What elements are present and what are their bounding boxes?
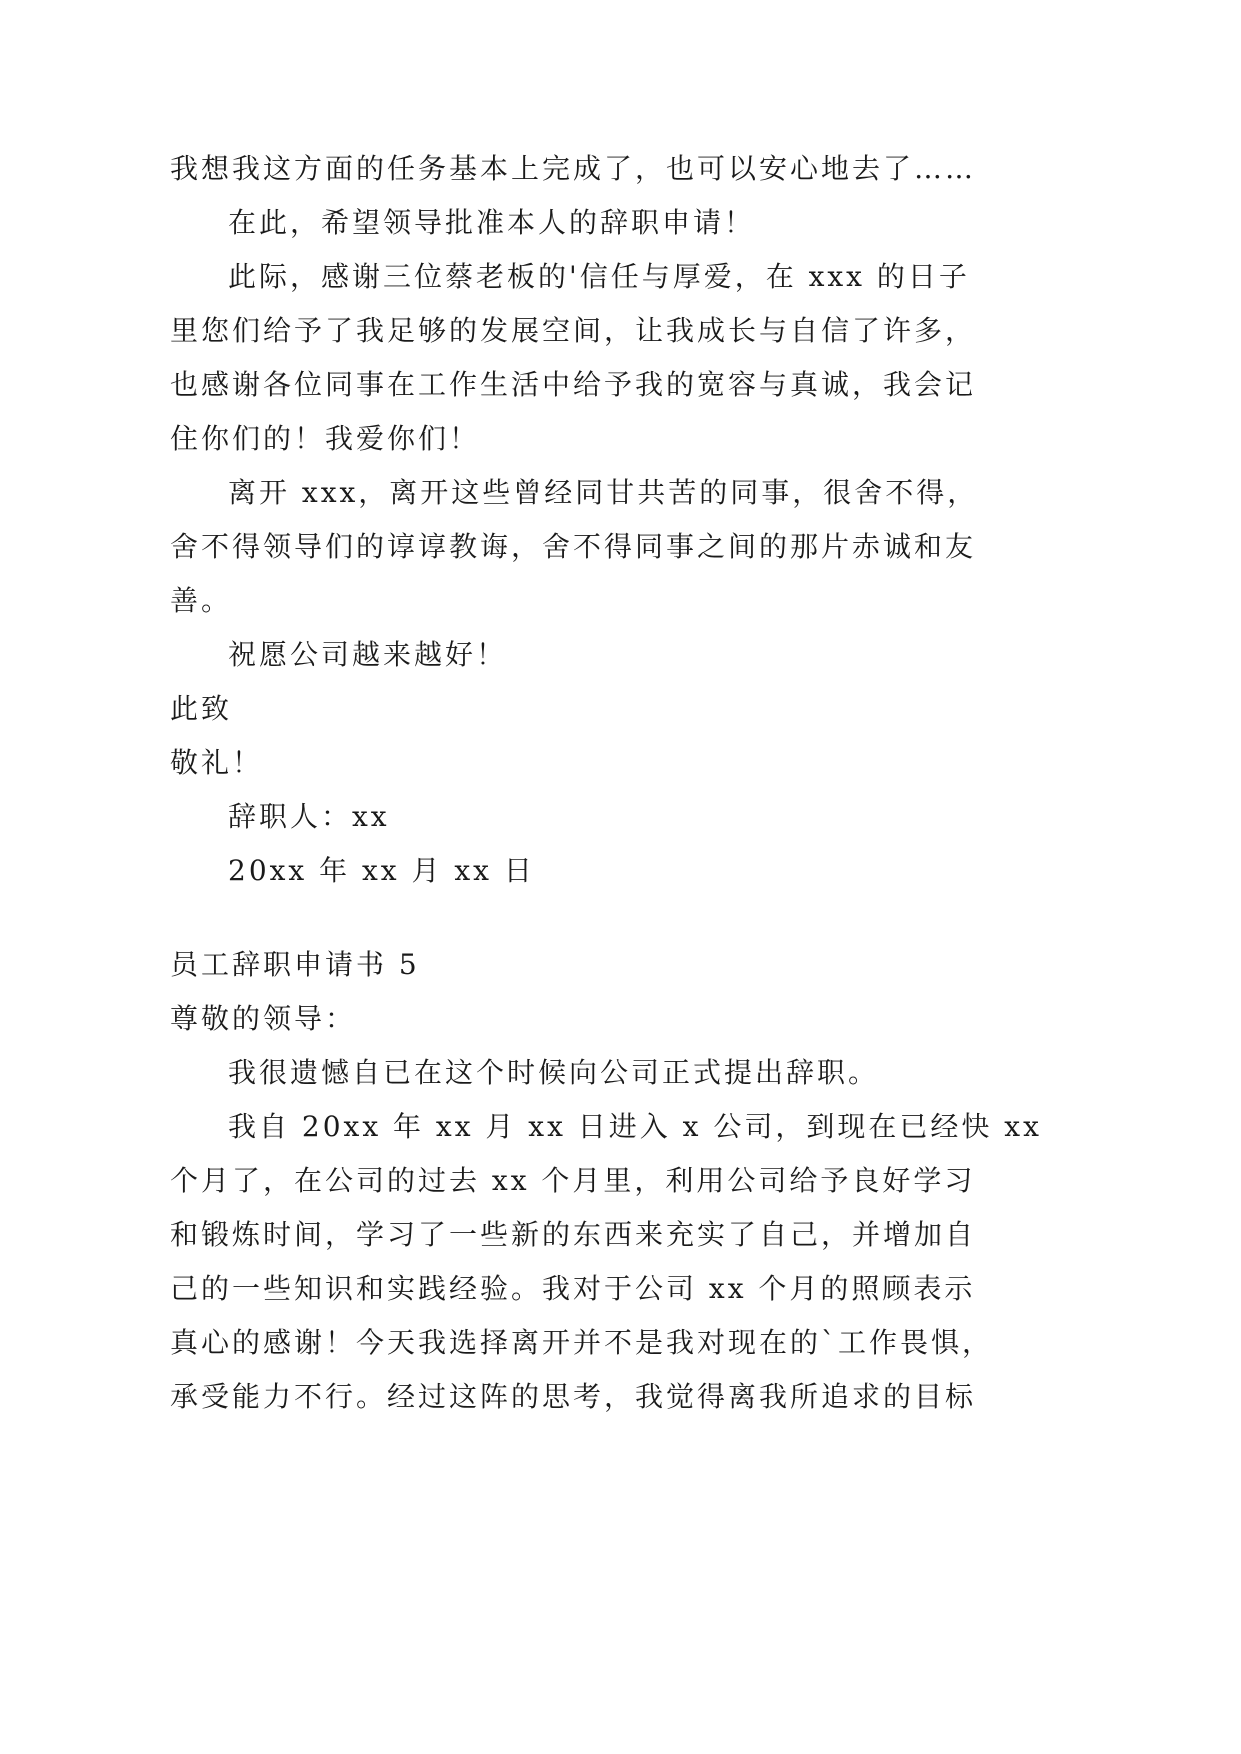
body-line: 己的一些知识和实践经验。我对于公司 xx 个月的照顾表示	[170, 1272, 976, 1305]
body-line: 里您们给予了我足够的发展空间，让我成长与自信了许多，	[170, 314, 977, 347]
body-line: 我很遗憾自已在这个时候向公司正式提出辞职。	[228, 1056, 880, 1089]
salutation-line: 此致	[170, 692, 233, 725]
body-line: 此际，感谢三位蔡老板的'信任与厚爱，在 xxx 的日子	[228, 260, 970, 293]
signature-name: 辞职人：xx	[228, 800, 390, 833]
closing-wish: 祝愿公司越来越好！	[228, 638, 508, 671]
body-line: 善。	[170, 584, 233, 617]
body-line: 个月了，在公司的过去 xx 个月里，利用公司给予良好学习	[170, 1164, 976, 1197]
body-line: 住你们的！我爱你们！	[170, 422, 481, 455]
signature-date: 20xx 年 xx 月 xx 日	[228, 854, 535, 887]
body-line: 承受能力不行。经过这阵的思考，我觉得离我所追求的目标	[170, 1380, 977, 1413]
salutation-line: 敬礼！	[170, 746, 264, 779]
letter-body	[170, 142, 1042, 1424]
greeting-line: 尊敬的领导：	[170, 1002, 357, 1035]
section-gap	[170, 898, 950, 938]
body-line: 我想我这方面的任务基本上完成了，也可以安心地去了……	[170, 152, 977, 185]
section-title: 员工辞职申请书 5	[170, 948, 420, 981]
body-line: 和锻炼时间，学习了一些新的东西来充实了自己，并增加自	[170, 1218, 977, 1251]
body-line: 我自 20xx 年 xx 月 xx 日进入 x 公司，到现在已经快 xx	[228, 1110, 1042, 1143]
body-line: 真心的感谢！今天我选择离开并不是我对现在的`工作畏惧，	[170, 1326, 994, 1359]
body-line: 在此，希望领导批准本人的辞职申请！	[228, 206, 756, 239]
body-line: 离开 xxx，离开这些曾经同甘共苦的同事，很舍不得，	[228, 476, 979, 509]
body-line: 也感谢各位同事在工作生活中给予我的宽容与真诚，我会记	[170, 368, 977, 401]
body-line: 舍不得领导们的谆谆教诲，舍不得同事之间的那片赤诚和友	[170, 530, 977, 563]
